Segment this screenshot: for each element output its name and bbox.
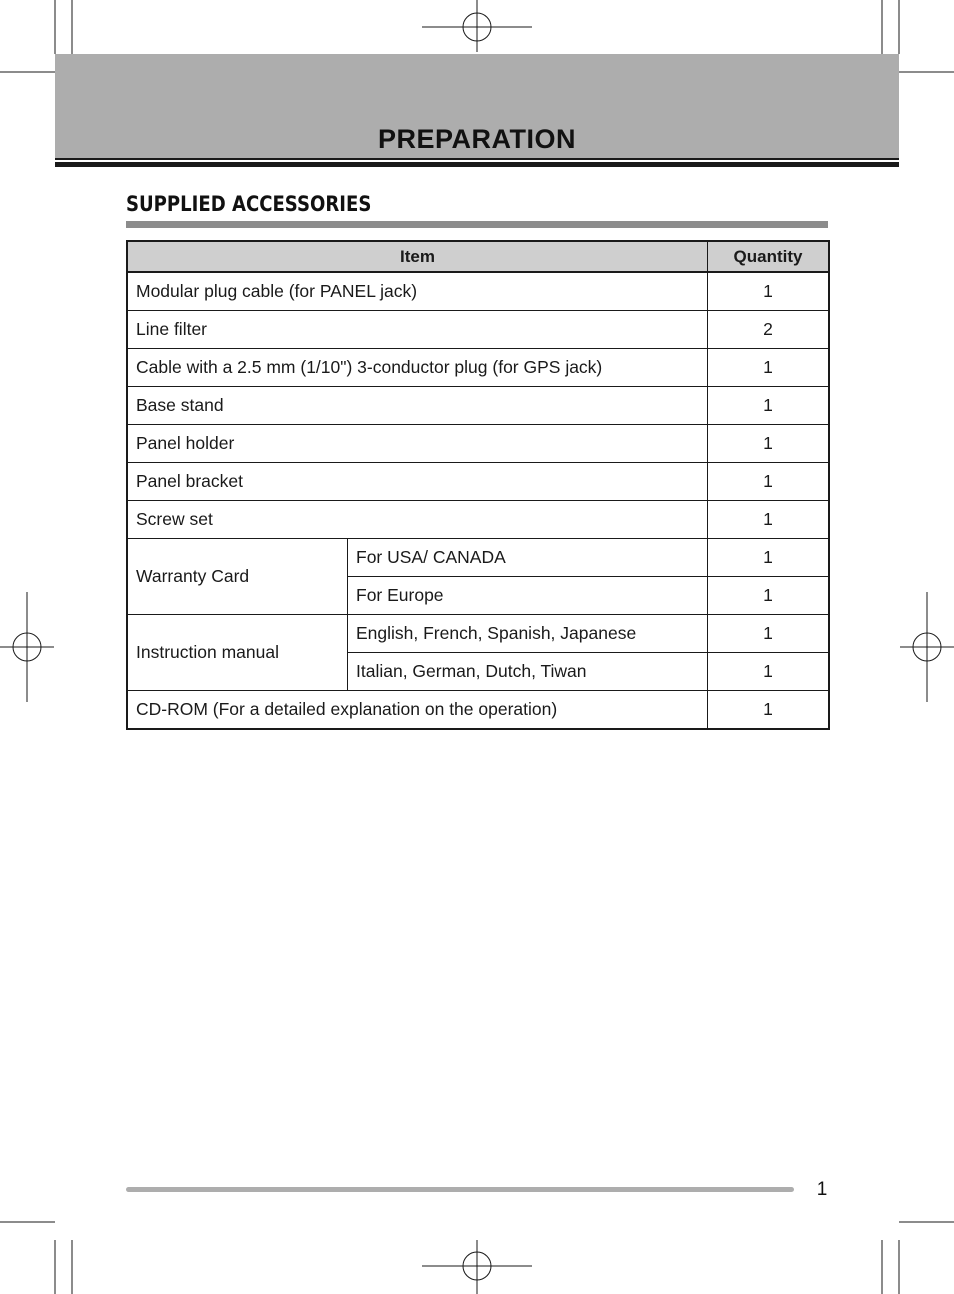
accessories-table	[126, 240, 830, 730]
instruction-manual-cell: Instruction manual	[127, 615, 348, 691]
table-row	[127, 463, 829, 501]
table-row	[127, 539, 829, 577]
table-row	[127, 387, 829, 425]
item-cell: Cable with a 2.5 mm (1/10") 3-conductor plug (for GPS jack)	[127, 349, 708, 387]
table-row	[127, 272, 829, 311]
warranty-card-cell: Warranty Card	[127, 539, 348, 615]
footer-rule	[126, 1187, 794, 1192]
table-row	[127, 615, 829, 653]
quantity-column-header: Quantity	[708, 241, 830, 272]
item-cell: Panel holder	[127, 425, 708, 463]
item-cell: Modular plug cable (for PANEL jack)	[127, 272, 708, 311]
quantity-cell: 1	[708, 691, 830, 730]
item-cell: CD-ROM (For a detailed explanation on the operation)	[127, 691, 708, 730]
quantity-cell: 1	[708, 425, 830, 463]
item-cell: Base stand	[127, 387, 708, 425]
section-rule	[126, 221, 828, 228]
variant-cell: English, French, Spanish, Japanese	[348, 615, 708, 653]
table-row	[127, 691, 829, 730]
quantity-cell: 1	[708, 501, 830, 539]
quantity-cell: 1	[708, 539, 830, 577]
quantity-cell: 1	[708, 653, 830, 691]
page-title: PREPARATION	[377, 124, 576, 154]
table-row	[127, 501, 829, 539]
table-row	[127, 425, 829, 463]
quantity-cell: 2	[708, 311, 830, 349]
page-number: 1	[816, 1179, 828, 1200]
header-rule-thick	[55, 162, 899, 167]
item-column-header: Item	[127, 241, 708, 272]
quantity-cell: 1	[708, 272, 830, 311]
quantity-cell: 1	[708, 463, 830, 501]
item-cell: Line filter	[127, 311, 708, 349]
table-header-row	[127, 241, 829, 272]
variant-cell: Italian, German, Dutch, Tiwan	[348, 653, 708, 691]
variant-cell: For USA/ CANADA	[348, 539, 708, 577]
item-cell: Screw set	[127, 501, 708, 539]
quantity-cell: 1	[708, 615, 830, 653]
variant-cell: For Europe	[348, 577, 708, 615]
quantity-cell: 1	[708, 577, 830, 615]
quantity-cell: 1	[708, 349, 830, 387]
table-row	[127, 349, 829, 387]
header-rule-thin	[55, 158, 899, 160]
item-cell: Panel bracket	[127, 463, 708, 501]
quantity-cell: 1	[708, 387, 830, 425]
table-row	[127, 311, 829, 349]
section-title: SUPPLIED ACCESSORIES	[126, 192, 372, 216]
